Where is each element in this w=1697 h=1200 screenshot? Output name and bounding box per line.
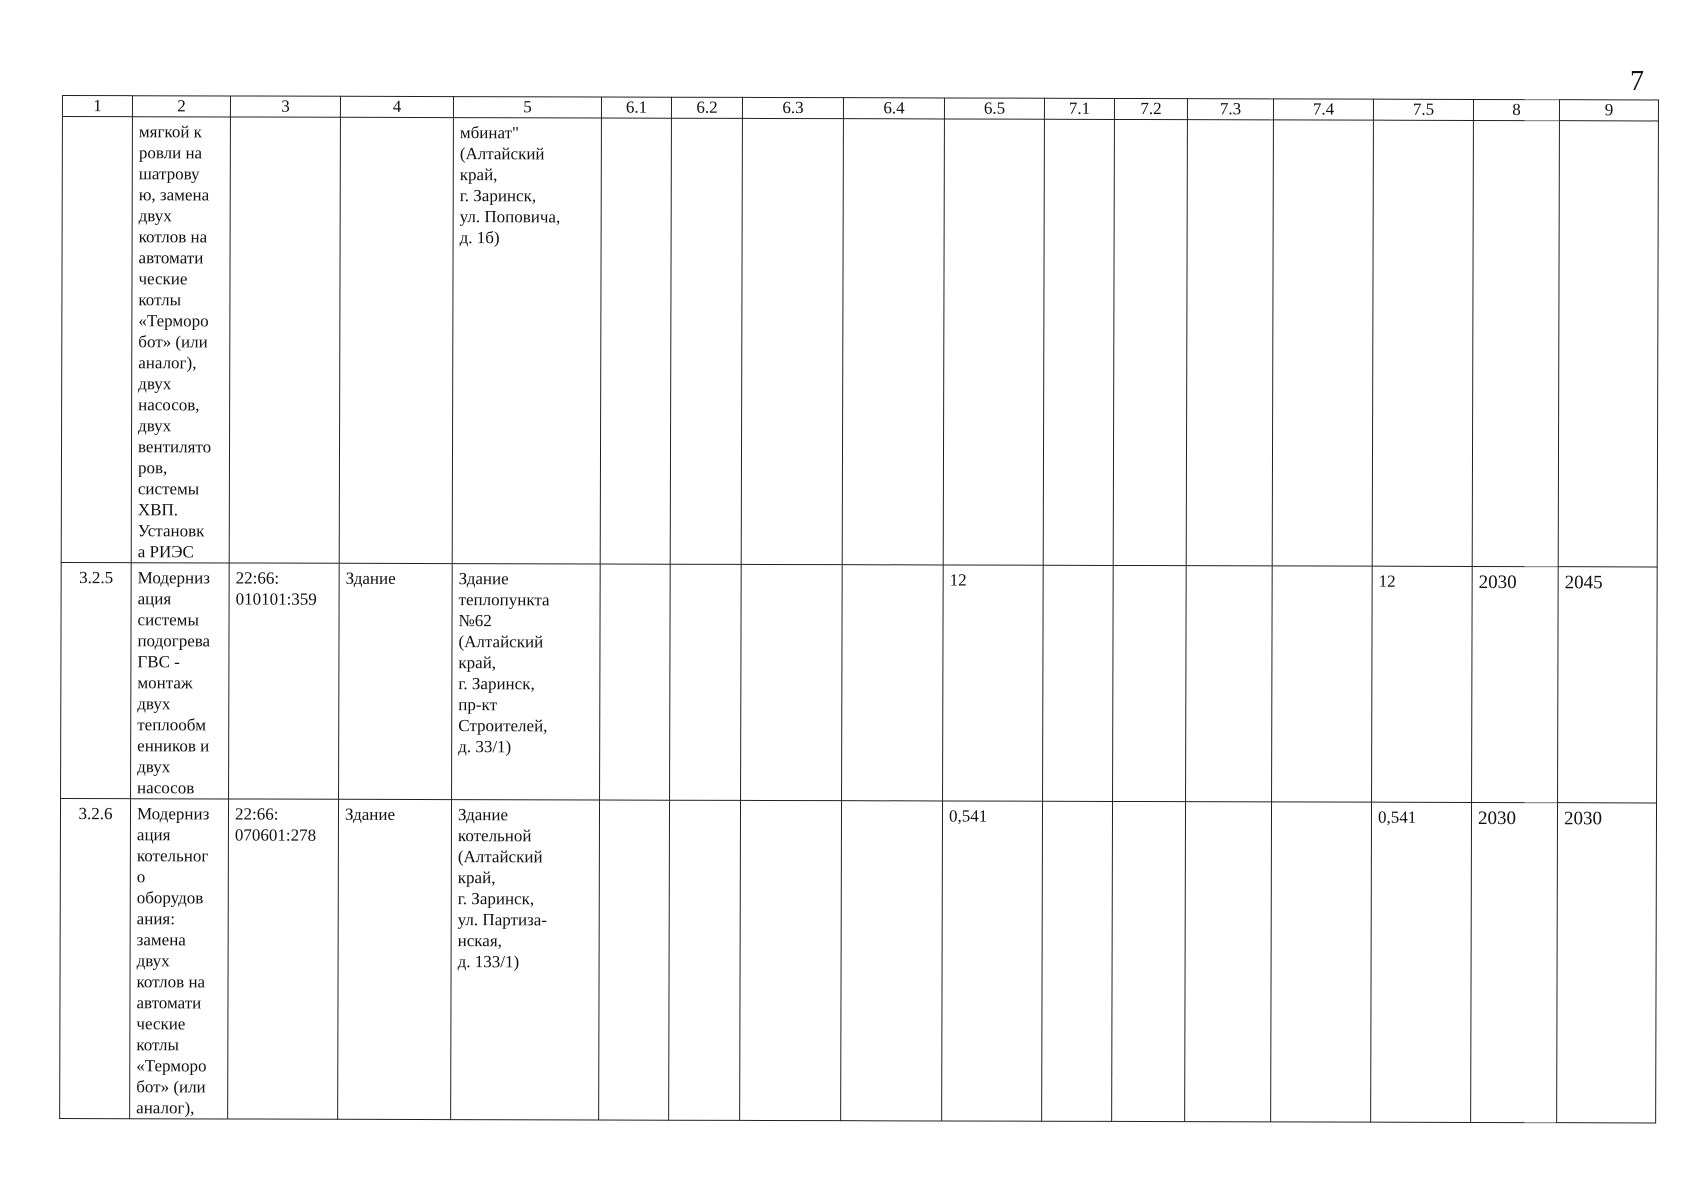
column-header: 7.2	[1114, 98, 1187, 119]
value-cell-6-3	[743, 119, 843, 123]
work-description-cell: Модерниз ация котельног о оборудов ания: замена двух котлов на автомати ческие котлы «Терморо бот» (или аналог),	[136, 804, 210, 1118]
value-cell-7-4	[1273, 566, 1372, 570]
column-header: 7.5	[1373, 99, 1473, 120]
value-cell-7-4	[1272, 802, 1371, 806]
value-cell-7-5: 0,541	[1377, 807, 1417, 827]
year-end-cell: 2030	[1563, 808, 1603, 830]
value-cell-6-4	[842, 801, 942, 805]
value-cell-7-3	[1186, 802, 1271, 806]
column-header: 6.3	[742, 97, 843, 118]
column-header: 9	[1559, 100, 1658, 121]
value-cell-6-1	[602, 119, 671, 123]
item-number-cell: 3.2.5	[79, 568, 114, 588]
value-cell-7-1	[1044, 566, 1113, 570]
value-cell-7-3	[1188, 120, 1273, 124]
column-header: 7.3	[1187, 99, 1273, 120]
value-cell-7-2	[1113, 802, 1185, 806]
value-cell-7-1	[1043, 802, 1112, 806]
cadastral-number-cell	[231, 117, 340, 121]
object-address-cell: Здание котельной (Алтайский край, г. Заринск, ул. Партиза- нская, д. 133/1)	[457, 805, 548, 972]
cadastral-number-cell: 22:66: 010101:359	[235, 568, 317, 609]
value-cell-7-5	[1374, 121, 1473, 125]
value-cell-7-2	[1114, 566, 1186, 570]
year-start-cell	[1474, 121, 1559, 126]
year-end-cell: 2045	[1564, 572, 1603, 594]
table-row	[61, 562, 1658, 802]
value-cell-6-5	[945, 119, 1044, 123]
work-description-cell: мягкой к ровли на шатрову ю, замена двух котлов на автомати ческие котлы «Терморо бот» (или аналог), двух насосов, двух вентилято ров, системы ХВП. Установк а РИЭС	[137, 122, 212, 562]
column-header: 6.5	[944, 98, 1044, 119]
value-cell-6-1	[601, 565, 670, 569]
value-cell-6-4	[844, 119, 944, 123]
value-cell-6-3	[741, 801, 841, 805]
object-type-cell: Здание	[344, 804, 396, 824]
column-header: 6.1	[601, 97, 671, 118]
value-cell-6-1	[600, 801, 669, 805]
data-table	[59, 95, 1659, 1123]
column-header: 3	[230, 96, 340, 117]
column-header: 8	[1473, 99, 1559, 120]
object-address-cell: Здание теплопункта №62 (Алтайский край, г. Заринск, пр-кт Строителей, д. 33/1)	[458, 569, 550, 757]
value-cell-6-3	[742, 565, 842, 569]
column-header: 1	[62, 96, 132, 117]
year-start-cell: 2030	[1478, 571, 1517, 594]
value-cell-6-2	[671, 565, 741, 569]
column-header: 7.4	[1273, 99, 1373, 120]
year-end-cell	[1560, 121, 1658, 126]
value-cell-7-2	[1115, 120, 1187, 124]
column-header: 7.1	[1044, 98, 1114, 119]
value-cell-7-1	[1045, 120, 1114, 124]
year-start-cell: 2030	[1477, 807, 1517, 830]
value-cell-6-2	[670, 801, 740, 805]
object-type-cell	[341, 118, 453, 122]
column-header: 5	[453, 97, 601, 118]
value-cell-6-2	[672, 119, 742, 123]
value-cell-6-5: 12	[949, 570, 967, 590]
column-header: 6.4	[843, 98, 944, 119]
work-description-cell: Модерниз ация системы подогрева ГВС - монтаж двух теплообм енников и двух насосов	[137, 568, 211, 798]
value-cell-6-5: 0,541	[948, 806, 988, 826]
object-type-cell: Здание	[345, 568, 396, 588]
table-row	[60, 798, 1657, 1122]
column-header: 4	[340, 96, 453, 117]
value-cell-7-4	[1274, 120, 1373, 124]
value-cell-6-4	[843, 565, 943, 569]
value-cell-7-5: 12	[1378, 571, 1396, 591]
item-number-cell	[63, 117, 132, 121]
page-number: 7	[1630, 66, 1644, 97]
column-header: 6.2	[671, 97, 742, 118]
column-header: 2	[132, 96, 230, 117]
object-address-cell: мбинат" (Алтайский край, г. Заринск, ул. Поповича, д. 1б)	[459, 123, 561, 248]
table-row	[61, 117, 1658, 567]
cadastral-number-cell: 22:66: 070601:278	[234, 804, 317, 845]
item-number-cell: 3.2.6	[78, 804, 113, 824]
value-cell-7-3	[1187, 566, 1272, 570]
